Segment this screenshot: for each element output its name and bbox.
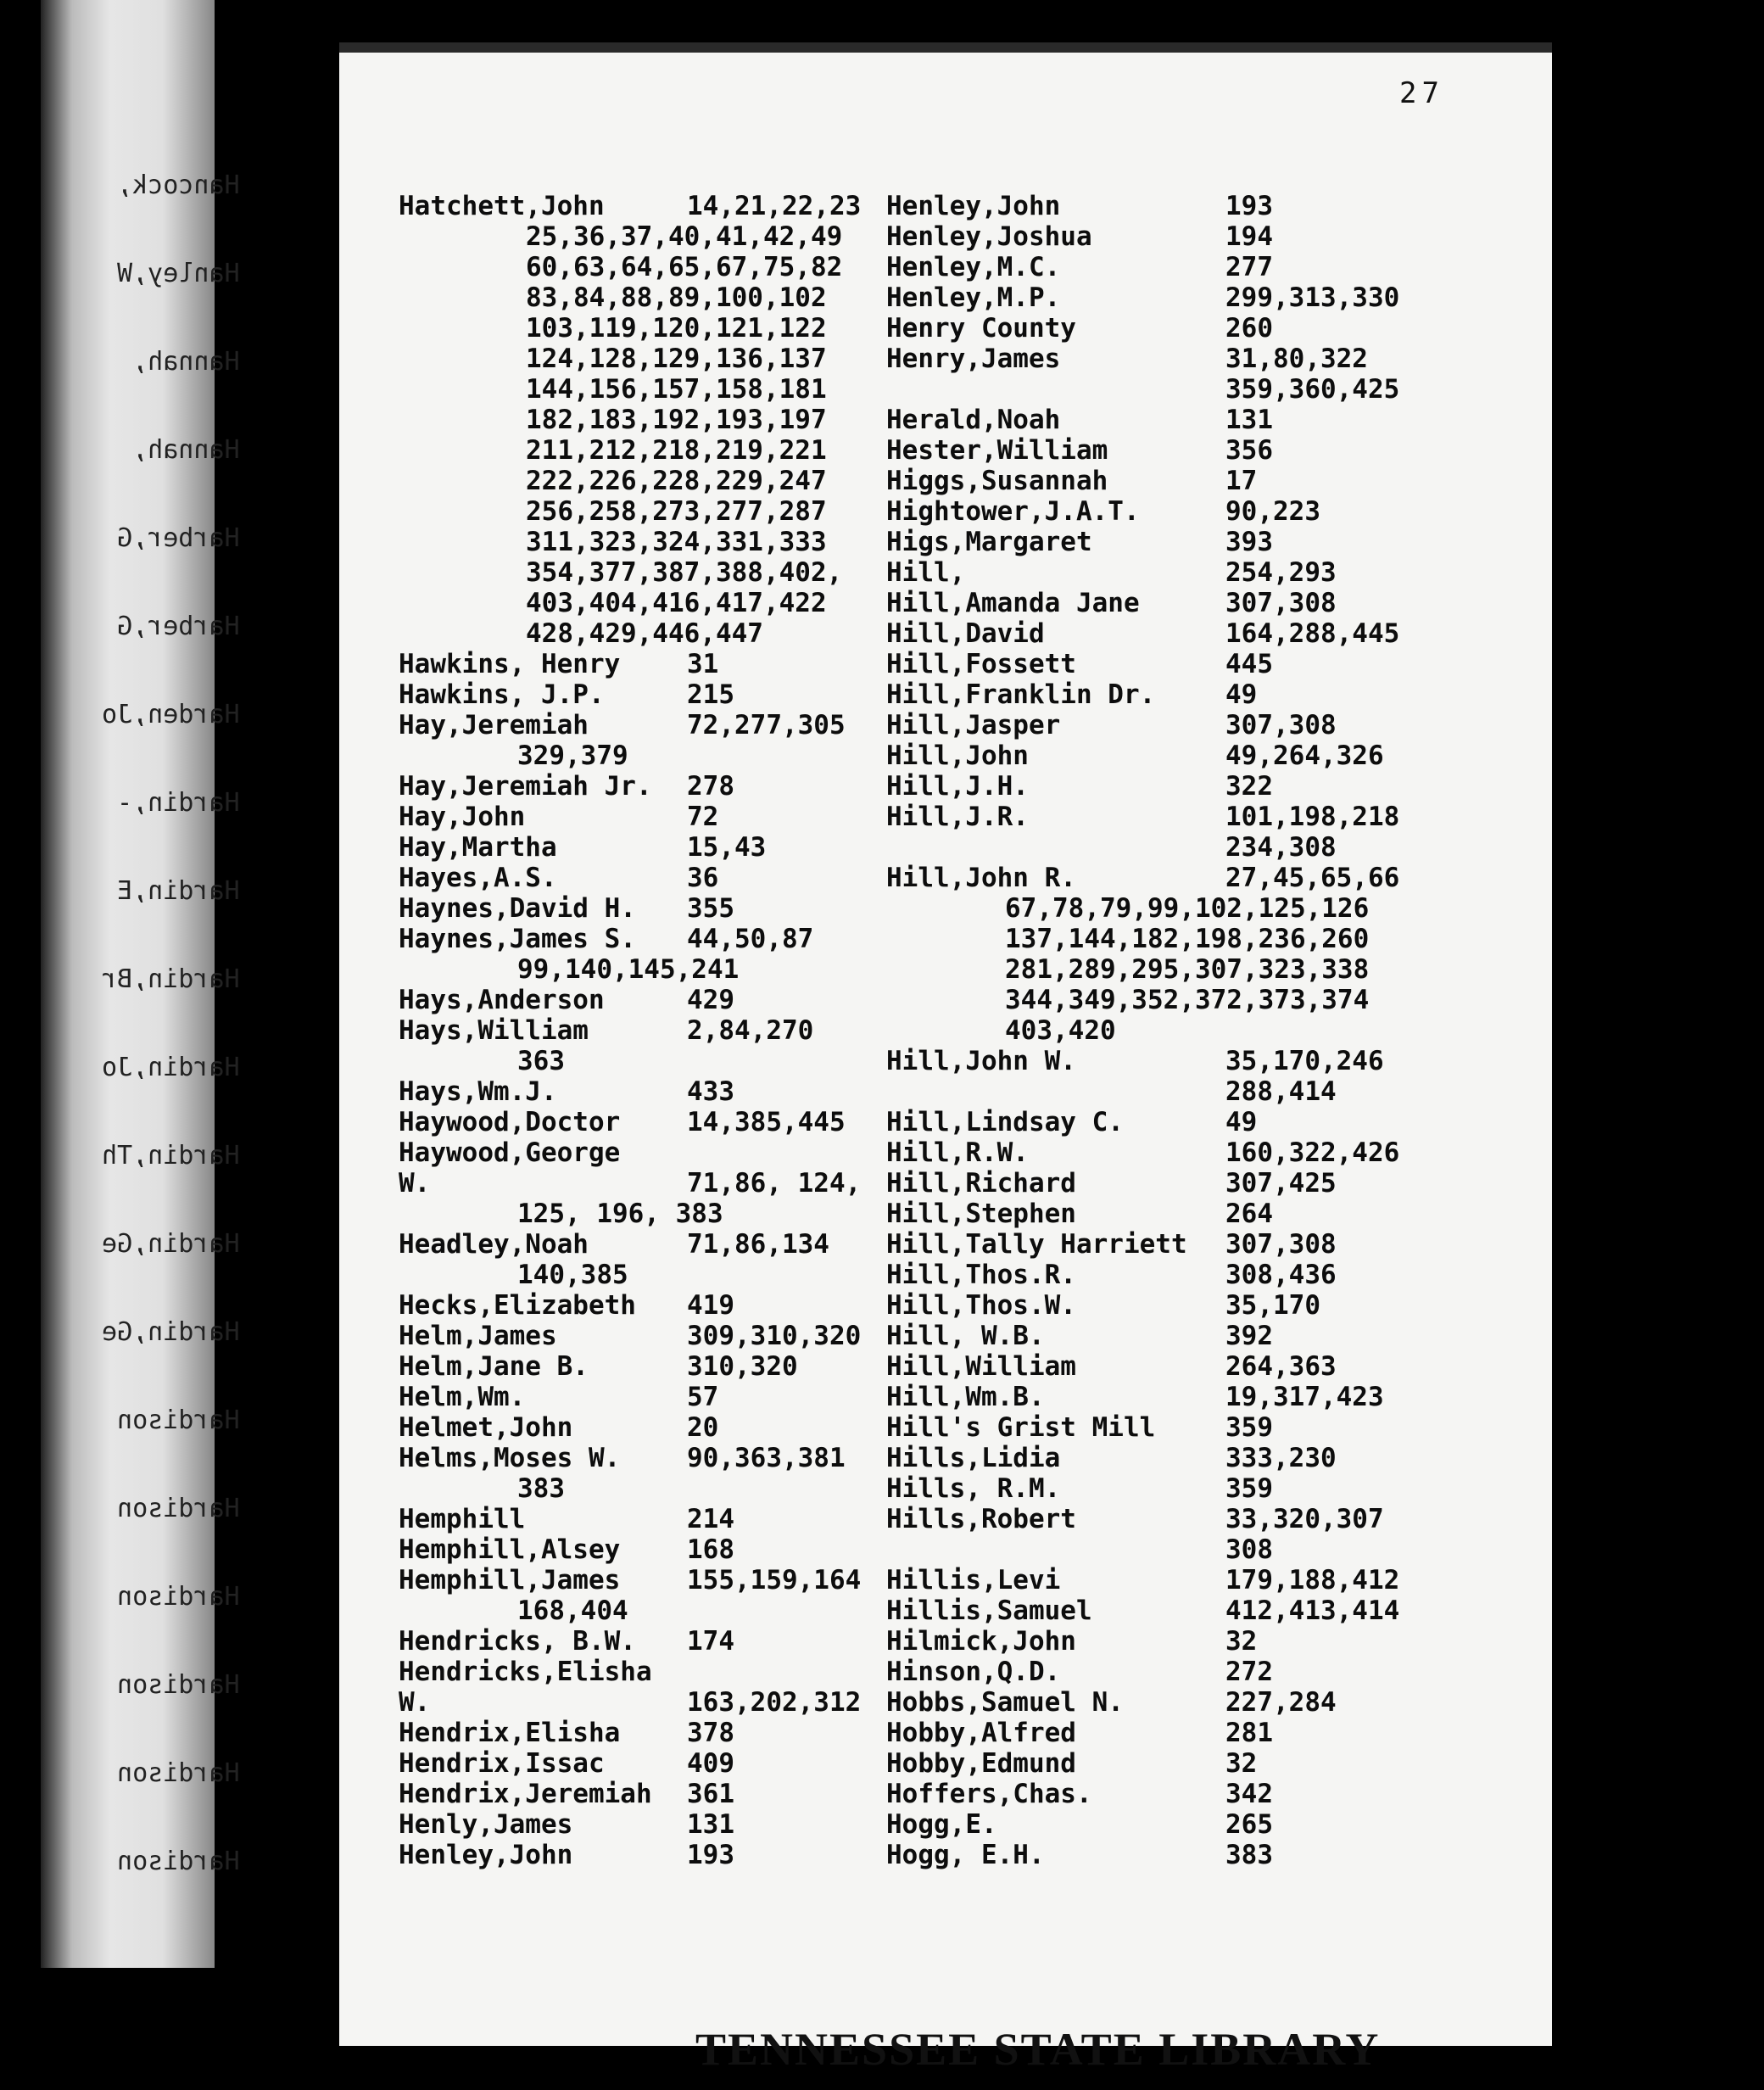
entry-pages-continued: 288,414 xyxy=(1225,1076,1337,1107)
entry-name: Helm,Jane B. xyxy=(399,1351,589,1382)
entry-pages: 227,284 xyxy=(1225,1687,1337,1718)
entry-name: Hogg,E. xyxy=(886,1809,997,1840)
entry-name: Hill,John xyxy=(886,740,1029,771)
index-entry xyxy=(886,1229,1480,1260)
bleed-line: Hardison xyxy=(117,1758,240,1788)
index-entry xyxy=(399,1718,874,1748)
entry-pages-continued: 234,308 xyxy=(1225,832,1337,863)
index-entry xyxy=(886,740,1480,771)
index-entry xyxy=(399,1107,874,1137)
bleed-line: Hancock, xyxy=(117,170,240,200)
entry-pages: 31 xyxy=(687,649,719,679)
entry-pages-continued: 281,289,295,307,323,338 xyxy=(1005,954,1370,985)
entry-pages: 44,50,87 xyxy=(687,924,814,954)
index-entry xyxy=(886,221,1480,252)
entry-name: Haywood,George xyxy=(399,1137,621,1168)
entry-name: Hill,Thos.R. xyxy=(886,1260,1076,1290)
index-entry xyxy=(399,1321,874,1351)
entry-name: Hill,Jasper xyxy=(886,710,1061,740)
entry-pages: 179,188,412 xyxy=(1225,1565,1400,1595)
index-column-right xyxy=(886,191,1480,1870)
index-entry xyxy=(886,1748,1480,1779)
entry-pages: 383 xyxy=(1225,1840,1273,1870)
entry-pages: 155,159,164 xyxy=(687,1565,862,1595)
entry-pages: 31,80,322 xyxy=(1225,344,1368,374)
entry-name: Hill,David xyxy=(886,618,1045,649)
entry-name: Hemphill xyxy=(399,1504,526,1534)
entry-name: Hoffers,Chas. xyxy=(886,1779,1092,1809)
entry-pages: 359 xyxy=(1225,1473,1273,1504)
index-entry xyxy=(399,1748,874,1779)
entry-pages: 409 xyxy=(687,1748,734,1779)
adjacent-page-bleed xyxy=(41,0,240,1968)
index-entry xyxy=(886,1137,1480,1168)
bleed-line: Hanley,W xyxy=(117,259,240,288)
entry-pages: 168 xyxy=(687,1534,734,1565)
index-entry xyxy=(886,1657,1480,1687)
index-entry xyxy=(886,679,1480,710)
index-entry xyxy=(399,710,874,771)
entry-pages: 378 xyxy=(687,1718,734,1748)
entry-name: Haynes,James S. xyxy=(399,924,636,954)
entry-pages: 322 xyxy=(1225,771,1273,802)
entry-name: Hays,Anderson xyxy=(399,985,605,1015)
entry-pages: 356 xyxy=(1225,435,1273,466)
entry-pages-continued: 428,429,446,447 xyxy=(526,618,763,649)
entry-pages-continued: 211,212,218,219,221 xyxy=(526,435,827,466)
entry-name: Hill,J.H. xyxy=(886,771,1029,802)
index-entry xyxy=(399,893,874,924)
entry-name: Hobbs,Samuel N. xyxy=(886,1687,1124,1718)
entry-name: Helmet,John xyxy=(399,1412,573,1443)
bleed-text xyxy=(102,170,240,1934)
page-number: 27 xyxy=(1399,76,1444,110)
bleed-line: Hardin,Br xyxy=(102,964,240,994)
entry-pages: 71,86, 124, xyxy=(687,1168,862,1199)
index-entry xyxy=(886,1626,1480,1657)
index-entry xyxy=(886,435,1480,466)
entry-pages-continued: 60,63,64,65,67,75,82 xyxy=(526,252,843,282)
entry-name: Hill,Tally Harriett xyxy=(886,1229,1187,1260)
entry-pages: 2,84,270 xyxy=(687,1015,814,1046)
entry-pages: 35,170,246 xyxy=(1225,1046,1384,1076)
entry-name: Henry,James xyxy=(886,344,1061,374)
index-entry xyxy=(886,405,1480,435)
index-entry xyxy=(886,1840,1480,1870)
index-entry xyxy=(399,1137,874,1168)
entry-pages: 174 xyxy=(687,1626,734,1657)
entry-pages-continued: 99,140,145,241 xyxy=(517,954,740,985)
entry-pages: 307,425 xyxy=(1225,1168,1337,1199)
library-stamp: TENNESSEE STATE LIBRARY xyxy=(695,2024,1381,2075)
index-entry xyxy=(399,832,874,863)
entry-pages: 215 xyxy=(687,679,734,710)
entry-pages: 193 xyxy=(1225,191,1273,221)
index-entry xyxy=(886,1290,1480,1321)
entry-pages: 160,322,426 xyxy=(1225,1137,1400,1168)
entry-pages: 277 xyxy=(1225,252,1273,282)
index-entry xyxy=(886,1779,1480,1809)
entry-name: Hester,William xyxy=(886,435,1108,466)
entry-name: Hays,Wm.J. xyxy=(399,1076,557,1107)
index-entry xyxy=(399,679,874,710)
entry-pages: 333,230 xyxy=(1225,1443,1337,1473)
index-entry xyxy=(886,649,1480,679)
entry-pages: 264 xyxy=(1225,1199,1273,1229)
entry-name: Henley,John xyxy=(886,191,1061,221)
entry-pages-continued: 168,404 xyxy=(517,1595,628,1626)
entry-pages: 164,288,445 xyxy=(1225,618,1400,649)
entry-name: Headley,Noah xyxy=(399,1229,589,1260)
entry-name: Hendrix,Issac xyxy=(399,1748,605,1779)
index-entry xyxy=(399,1351,874,1382)
entry-name: Hillis,Samuel xyxy=(886,1595,1092,1626)
entry-pages: 72 xyxy=(687,802,719,832)
index-entry xyxy=(886,1107,1480,1137)
entry-pages-continued: 222,226,228,229,247 xyxy=(526,466,827,496)
entry-name: Henry County xyxy=(886,313,1076,344)
bleed-line: Harber,G xyxy=(117,523,240,553)
index-entry xyxy=(399,1565,874,1626)
entry-name: Hill,Richard xyxy=(886,1168,1076,1199)
index-entry xyxy=(886,1595,1480,1626)
entry-pages: 309,310,320 xyxy=(687,1321,862,1351)
entry-pages-continued: 383 xyxy=(517,1473,565,1504)
entry-name: Hogg, E.H. xyxy=(886,1840,1045,1870)
entry-pages: 32 xyxy=(1225,1626,1258,1657)
entry-name: Hills, R.M. xyxy=(886,1473,1061,1504)
entry-pages: 72,277,305 xyxy=(687,710,846,740)
entry-pages-continued: 103,119,120,121,122 xyxy=(526,313,827,344)
bleed-line: Hardin,- xyxy=(117,788,240,818)
entry-name: Hay,Jeremiah Jr. xyxy=(399,771,652,802)
entry-name: Hightower,J.A.T. xyxy=(886,496,1140,527)
entry-name: Hays,William xyxy=(399,1015,589,1046)
index-entry xyxy=(886,252,1480,282)
entry-pages-continued: 137,144,182,198,236,260 xyxy=(1005,924,1370,954)
entry-name: Hinson,Q.D. xyxy=(886,1657,1061,1687)
entry-pages: 57 xyxy=(687,1382,719,1412)
entry-name: Hawkins, J.P. xyxy=(399,679,605,710)
entry-name: Hill,R.W. xyxy=(886,1137,1029,1168)
entry-name: Hill, W.B. xyxy=(886,1321,1045,1351)
entry-name: Hill,J.R. xyxy=(886,802,1029,832)
entry-pages: 193 xyxy=(687,1840,734,1870)
index-entry xyxy=(399,924,874,985)
entry-pages: 361 xyxy=(687,1779,734,1809)
entry-pages: 278 xyxy=(687,771,734,802)
entry-pages: 307,308 xyxy=(1225,710,1337,740)
entry-pages: 163,202,312 xyxy=(687,1687,862,1718)
entry-name: Hendrix,Elisha xyxy=(399,1718,621,1748)
index-entry xyxy=(886,1565,1480,1595)
index-entry xyxy=(399,1076,874,1107)
index-entry xyxy=(886,344,1480,405)
index-entry xyxy=(399,1382,874,1412)
entry-name: Herald,Noah xyxy=(886,405,1061,435)
entry-pages: 49,264,326 xyxy=(1225,740,1384,771)
index-entry xyxy=(399,771,874,802)
entry-name: Hills,Robert xyxy=(886,1504,1076,1534)
index-entry xyxy=(886,802,1480,863)
entry-name: Haywood,Doctor xyxy=(399,1107,621,1137)
index-entry xyxy=(886,1382,1480,1412)
bleed-line: Hardin,E xyxy=(117,876,240,906)
entry-pages: 281 xyxy=(1225,1718,1273,1748)
entry-pages: 445 xyxy=(1225,649,1273,679)
entry-name: Hay,Jeremiah xyxy=(399,710,589,740)
entry-pages-continued: 124,128,129,136,137 xyxy=(526,344,827,374)
index-entry xyxy=(886,1168,1480,1199)
entry-pages-continued: 363 xyxy=(517,1046,565,1076)
entry-name: Hill, xyxy=(886,557,966,588)
bleed-line: Hardison xyxy=(117,1582,240,1612)
entry-name: W. xyxy=(399,1168,431,1199)
entry-pages-continued: 311,323,324,331,333 xyxy=(526,527,827,557)
index-entry xyxy=(399,1290,874,1321)
entry-pages: 299,313,330 xyxy=(1225,282,1400,313)
entry-pages: 429 xyxy=(687,985,734,1015)
index-entry xyxy=(399,191,874,649)
index-entry xyxy=(399,1657,874,1687)
bleed-line: Hardin,Th xyxy=(102,1141,240,1171)
index-entry xyxy=(399,1229,874,1290)
entry-pages-continued: 354,377,387,388,402, xyxy=(526,557,843,588)
entry-pages: 307,308 xyxy=(1225,1229,1337,1260)
entry-pages: 194 xyxy=(1225,221,1273,252)
index-entry xyxy=(399,985,874,1015)
index-entry xyxy=(399,1626,874,1657)
index-entry xyxy=(886,863,1480,1046)
entry-name: Higgs,Susannah xyxy=(886,466,1108,496)
index-entry xyxy=(399,1443,874,1504)
entry-pages: 254,293 xyxy=(1225,557,1337,588)
entry-pages: 90,223 xyxy=(1225,496,1320,527)
entry-pages: 19,317,423 xyxy=(1225,1382,1384,1412)
entry-pages: 214 xyxy=(687,1504,734,1534)
entry-pages: 433 xyxy=(687,1076,734,1107)
entry-name: Haynes,David H. xyxy=(399,893,636,924)
entry-name: Hills,Lidia xyxy=(886,1443,1061,1473)
bleed-line: Hardison xyxy=(117,1847,240,1876)
entry-name: Hill,Fossett xyxy=(886,649,1076,679)
entry-pages-continued: 83,84,88,89,100,102 xyxy=(526,282,827,313)
index-entry xyxy=(886,557,1480,588)
index-entry xyxy=(886,1260,1480,1290)
entry-name: Hill's Grist Mill xyxy=(886,1412,1156,1443)
entry-pages-continued: 140,385 xyxy=(517,1260,628,1290)
entry-name: Helm,Wm. xyxy=(399,1382,526,1412)
entry-pages: 36 xyxy=(687,863,719,893)
entry-pages-continued: 329,379 xyxy=(517,740,628,771)
entry-pages: 14,21,22,23 xyxy=(687,191,862,221)
bleed-line: Hannah, xyxy=(132,347,240,377)
entry-name: Hemphill,Alsey xyxy=(399,1534,621,1565)
entry-pages: 359 xyxy=(1225,1412,1273,1443)
bleed-line: Hardin,Ge xyxy=(102,1229,240,1259)
index-entry xyxy=(886,618,1480,649)
bleed-line: Hardin,Ge xyxy=(102,1317,240,1347)
entry-name: Hawkins, Henry xyxy=(399,649,621,679)
entry-pages-continued: 308 xyxy=(1225,1534,1273,1565)
entry-pages: 32 xyxy=(1225,1748,1258,1779)
index-entry xyxy=(886,588,1480,618)
entry-pages-continued: 403,404,416,417,422 xyxy=(526,588,827,618)
entry-pages: 355 xyxy=(687,893,734,924)
index-entry xyxy=(399,1809,874,1840)
index-entry xyxy=(399,802,874,832)
entry-pages: 33,320,307 xyxy=(1225,1504,1384,1534)
entry-pages: 307,308 xyxy=(1225,588,1337,618)
entry-name: Hendrix,Jeremiah xyxy=(399,1779,652,1809)
entry-name: Hobby,Edmund xyxy=(886,1748,1076,1779)
index-entry xyxy=(399,1504,874,1534)
index-entry xyxy=(886,1046,1480,1107)
entry-pages: 310,320 xyxy=(687,1351,798,1382)
bleed-line: Harber,G xyxy=(117,612,240,641)
entry-name: Henley,Joshua xyxy=(886,221,1092,252)
index-entry xyxy=(886,313,1480,344)
index-entry xyxy=(399,1779,874,1809)
entry-pages-continued: 144,156,157,158,181 xyxy=(526,374,827,405)
index-entry xyxy=(886,1473,1480,1504)
index-entry xyxy=(399,1168,874,1229)
index-entry xyxy=(399,649,874,679)
entry-pages-continued: 256,258,273,277,287 xyxy=(526,496,827,527)
index-entry xyxy=(399,863,874,893)
bleed-line: Hannah, xyxy=(132,435,240,465)
index-entry xyxy=(886,1687,1480,1718)
entry-name: Hemphill,James xyxy=(399,1565,621,1595)
entry-name: W. xyxy=(399,1687,431,1718)
entry-pages-continued: 359,360,425 xyxy=(1225,374,1400,405)
index-entry xyxy=(886,1504,1480,1565)
entry-name: Higs,Margaret xyxy=(886,527,1092,557)
entry-pages-continued: 67,78,79,99,102,125,126 xyxy=(1005,893,1370,924)
entry-name: Hendricks, B.W. xyxy=(399,1626,636,1657)
entry-pages-continued: 125, 196, 383 xyxy=(517,1199,723,1229)
entry-pages: 419 xyxy=(687,1290,734,1321)
entry-pages-continued: 25,36,37,40,41,42,49 xyxy=(526,221,843,252)
index-entry xyxy=(399,1015,874,1076)
index-entry xyxy=(886,527,1480,557)
entry-name: Hay,John xyxy=(399,802,526,832)
entry-pages-continued: 344,349,352,372,373,374 xyxy=(1005,985,1370,1015)
entry-name: Hillis,Levi xyxy=(886,1565,1061,1595)
entry-pages: 412,413,414 xyxy=(1225,1595,1400,1626)
entry-name: Hill,Stephen xyxy=(886,1199,1076,1229)
entry-name: Henly,James xyxy=(399,1809,573,1840)
entry-pages: 27,45,65,66 xyxy=(1225,863,1400,893)
index-entry xyxy=(399,1412,874,1443)
entry-pages-continued: 403,420 xyxy=(1005,1015,1116,1046)
entry-name: Hobby,Alfred xyxy=(886,1718,1076,1748)
entry-name: Hill,John W. xyxy=(886,1046,1076,1076)
entry-name: Hill,Franklin Dr. xyxy=(886,679,1156,710)
entry-pages: 35,170 xyxy=(1225,1290,1320,1321)
entry-pages: 49 xyxy=(1225,679,1258,710)
entry-name: Hill,Amanda Jane xyxy=(886,588,1140,618)
entry-pages: 131 xyxy=(687,1809,734,1840)
entry-name: Hatchett,John xyxy=(399,191,605,221)
bleed-line: Hardison xyxy=(117,1670,240,1700)
entry-name: Henley,M.C. xyxy=(886,252,1061,282)
index-column-left xyxy=(399,191,874,1870)
entry-pages: 131 xyxy=(1225,405,1273,435)
entry-name: Henley,John xyxy=(399,1840,573,1870)
entry-name: Hilmick,John xyxy=(886,1626,1076,1657)
entry-name: Hill,Thos.W. xyxy=(886,1290,1076,1321)
entry-pages: 264,363 xyxy=(1225,1351,1337,1382)
bleed-line: Hardison xyxy=(117,1494,240,1523)
entry-pages: 260 xyxy=(1225,313,1273,344)
entry-pages: 15,43 xyxy=(687,832,767,863)
bleed-line: Harden,Jo xyxy=(102,700,240,729)
entry-pages: 14,385,445 xyxy=(687,1107,846,1137)
entry-pages: 393 xyxy=(1225,527,1273,557)
index-entry xyxy=(399,1687,874,1718)
entry-name: Henley,M.P. xyxy=(886,282,1061,313)
bleed-line: Hardin,Jo xyxy=(102,1053,240,1082)
entry-pages: 101,198,218 xyxy=(1225,802,1400,832)
index-entry xyxy=(886,771,1480,802)
index-entry xyxy=(886,1443,1480,1473)
entry-name: Hill,Wm.B. xyxy=(886,1382,1045,1412)
index-entry xyxy=(886,1351,1480,1382)
entry-name: Hay,Martha xyxy=(399,832,557,863)
entry-pages: 17 xyxy=(1225,466,1258,496)
index-entry xyxy=(886,1718,1480,1748)
entry-pages: 265 xyxy=(1225,1809,1273,1840)
entry-name: Hendricks,Elisha xyxy=(399,1657,652,1687)
entry-pages: 90,363,381 xyxy=(687,1443,846,1473)
entry-name: Hill,Lindsay C. xyxy=(886,1107,1124,1137)
entry-pages: 392 xyxy=(1225,1321,1273,1351)
index-entry xyxy=(886,496,1480,527)
entry-name: Hill,William xyxy=(886,1351,1076,1382)
entry-pages-continued: 182,183,192,193,197 xyxy=(526,405,827,435)
entry-pages: 308,436 xyxy=(1225,1260,1337,1290)
index-entry xyxy=(886,1199,1480,1229)
index-entry xyxy=(886,710,1480,740)
index-entry xyxy=(886,1412,1480,1443)
entry-pages: 49 xyxy=(1225,1107,1258,1137)
entry-pages: 20 xyxy=(687,1412,719,1443)
entry-pages: 71,86,134 xyxy=(687,1229,829,1260)
index-entry xyxy=(399,1534,874,1565)
entry-name: Hecks,Elizabeth xyxy=(399,1290,636,1321)
entry-name: Helm,James xyxy=(399,1321,557,1351)
index-entry xyxy=(399,1840,874,1870)
index-entry xyxy=(886,466,1480,496)
index-entry xyxy=(886,191,1480,221)
bleed-line: Hardison xyxy=(117,1405,240,1435)
index-entry xyxy=(886,1321,1480,1351)
index-entry xyxy=(886,1809,1480,1840)
entry-pages: 342 xyxy=(1225,1779,1273,1809)
entry-pages: 272 xyxy=(1225,1657,1273,1687)
entry-name: Hill,John R. xyxy=(886,863,1076,893)
entry-name: Helms,Moses W. xyxy=(399,1443,621,1473)
index-entry xyxy=(886,282,1480,313)
entry-name: Hayes,A.S. xyxy=(399,863,557,893)
